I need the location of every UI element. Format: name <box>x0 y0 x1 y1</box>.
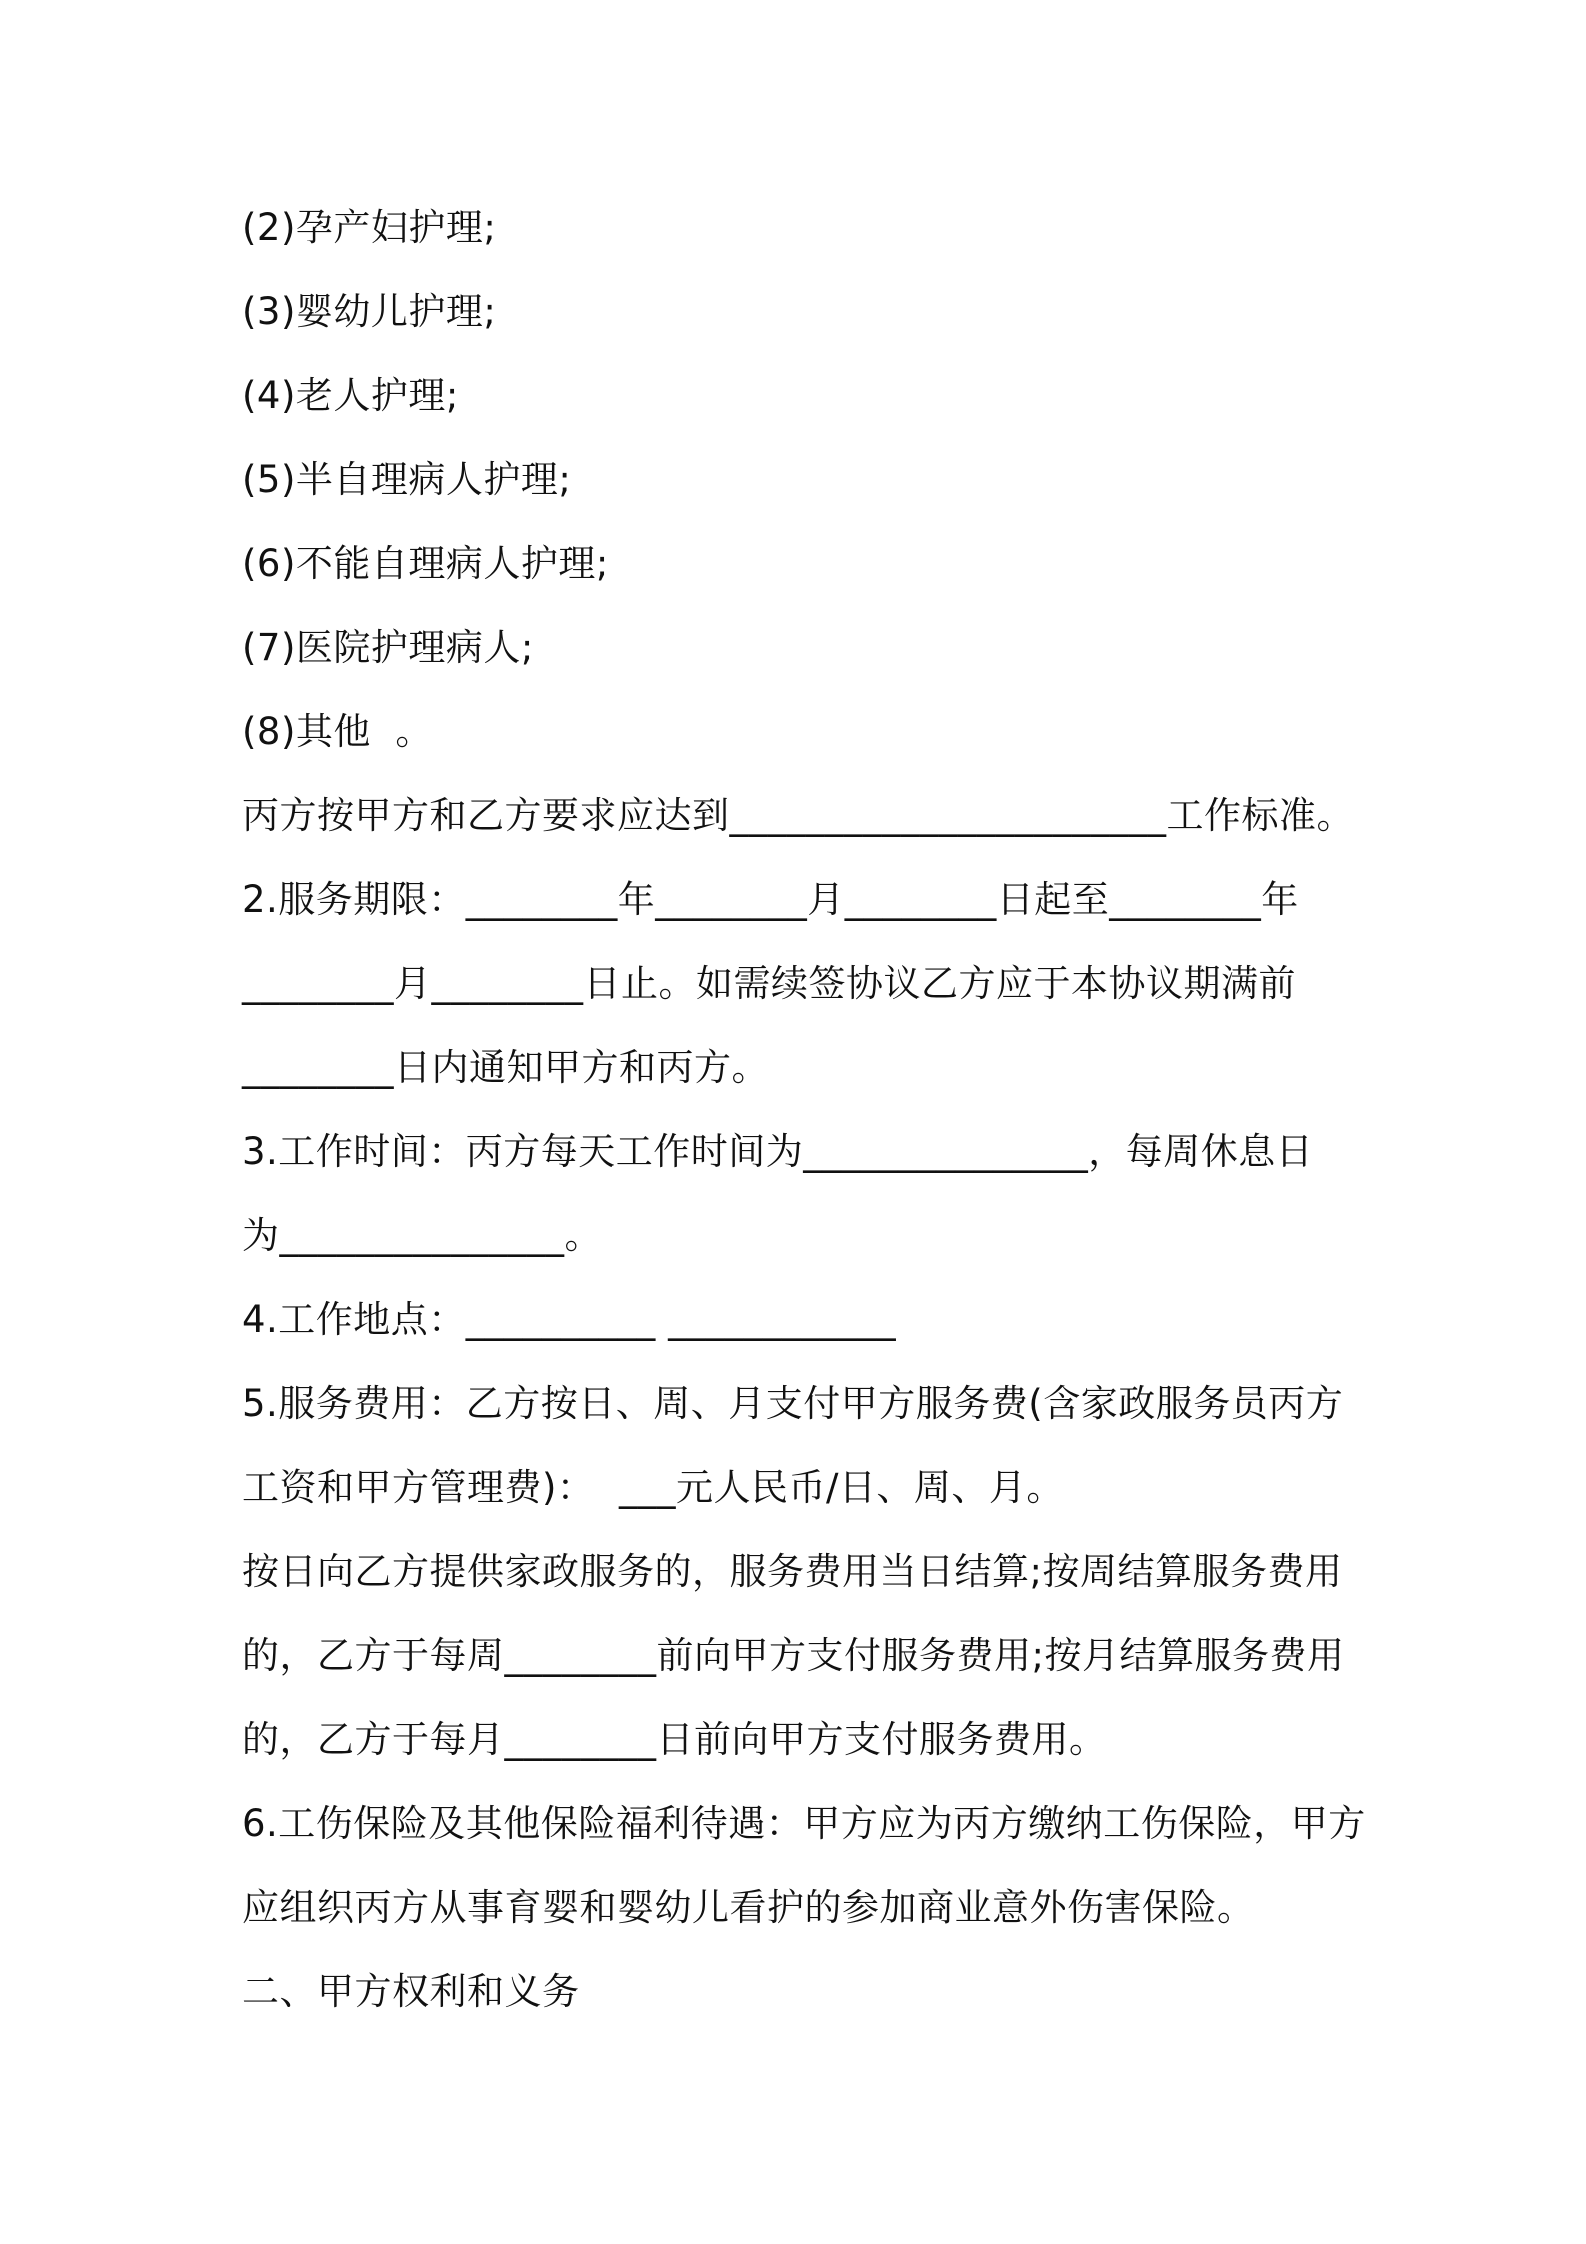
text-line: 按日向乙方提供家政服务的，服务费用当日结算;按周结算服务费用 <box>242 1550 1343 1593</box>
text-line: (5)半自理病人护理; <box>242 458 572 501</box>
text-line: (4)老人护理; <box>242 374 459 417</box>
text-line: 5.服务费用：乙方按日、周、月支付甲方服务费(含家政服务员丙方 <box>242 1382 1344 1425</box>
text-line: ________日内通知甲方和丙方。 <box>242 1046 769 1089</box>
text-line: 的，乙方于每月________日前向甲方支付服务费用。 <box>242 1718 1107 1761</box>
text-line: (2)孕产妇护理; <box>242 206 497 249</box>
text-line: (8)其他 。 <box>242 710 433 753</box>
text-line: 3.工作时间：丙方每天工作时间为_______________，每周休息日 <box>242 1130 1314 1173</box>
text-line: 工资和甲方管理费)： ___元人民币/日、周、月。 <box>242 1466 1064 1509</box>
text-line: 的，乙方于每周________前向甲方支付服务费用;按月结算服务费用 <box>242 1634 1345 1677</box>
text-line: (6)不能自理病人护理; <box>242 542 609 585</box>
text-line: 2.服务期限：________年________月________日起至________年 <box>242 878 1299 921</box>
text-line: 6.工伤保险及其他保险福利待遇：甲方应为丙方缴纳工伤保险，甲方 <box>242 1802 1366 1845</box>
text-line: 应组织丙方从事育婴和婴幼儿看护的参加商业意外伤害保险。 <box>242 1886 1255 1929</box>
text-line: 为_______________。 <box>242 1214 602 1257</box>
text-line: 丙方按甲方和乙方要求应达到_______________________工作标准。 <box>242 794 1354 837</box>
text-line: (3)婴幼儿护理; <box>242 290 497 333</box>
section-heading: 二、甲方权利和义务 <box>242 1970 580 2013</box>
text-line: 4.工作地点：__________ ____________ <box>242 1298 897 1341</box>
text-line: ________月________日止。如需续签协议乙方应于本协议期满前 <box>242 962 1296 1005</box>
text-line: (7)医院护理病人; <box>242 626 534 669</box>
